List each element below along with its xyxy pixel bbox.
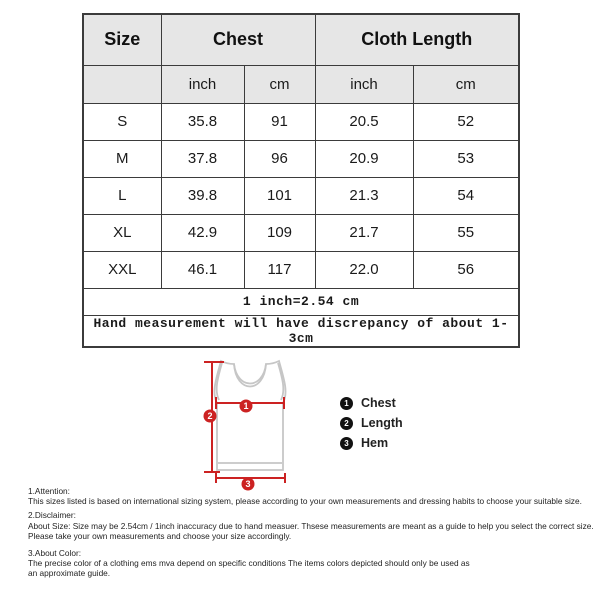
marker-length [204,410,217,423]
chest-inch-value: 42.9 [161,214,244,251]
chest-inch-value: 39.8 [161,177,244,214]
size-label: XL [83,214,161,251]
size-label: XXL [83,251,161,288]
table-header-row [83,14,519,65]
unit-length-cm: cm [413,65,519,103]
diagram-legend [340,396,403,450]
note-attention [28,486,600,506]
marker-chest-number: 1 [243,401,249,412]
table-row-l [83,177,519,214]
note-about-color [28,548,600,579]
marker-chest [240,400,253,413]
unit-chest-inch: inch [161,65,244,103]
chest-cm-value: 117 [244,251,315,288]
tank-top-measurement-diagram [188,350,316,498]
note-about-color-text-2: an approximate guide. [28,568,111,579]
footnotes [28,486,600,579]
note-attention-title: 1.Attention: [28,486,70,496]
header-chest: Chest [161,14,315,65]
length-cm-value: 56 [413,251,519,288]
legend-label-hem: Hem [361,436,389,450]
tank-top-outline [214,361,285,470]
chest-cm-value: 101 [244,177,315,214]
length-cm-value: 54 [413,177,519,214]
table-row-xl [83,214,519,251]
circled-2-icon: 2 [340,417,353,430]
unit-length-inch: inch [315,65,413,103]
circled-3-icon: 3 [340,437,353,450]
size-chart-table [82,13,520,348]
length-inch-value: 21.3 [315,177,413,214]
note-about-color-text-1: The precise color of a clothing ems mva depend on specific conditions The items colors depicted should only be used as [28,558,470,569]
header-cloth-length: Cloth Length [315,14,519,65]
chest-cm-value: 109 [244,214,315,251]
note-attention-text: This sizes listed is based on international sizing system, please according to your own measurements and dressing habits to choose your suitable size. [28,496,582,507]
unit-chest-cm: cm [244,65,315,103]
note-about-color-title: 3.About Color: [28,548,82,559]
table-row-s [83,103,519,140]
size-label: L [83,177,161,214]
table-row-m [83,140,519,177]
table-unit-row [83,65,519,103]
marker-length-number: 2 [207,411,213,422]
length-inch-value: 20.9 [315,140,413,177]
legend-item-length [340,416,403,430]
note-disclaimer-text-1: About Size: Size may be 2.54cm / 1inch inaccuracy due to hand measuer. Thsese measurements are meant as a guide to help you select the correct size. [28,520,594,531]
conversion-note: 1 inch=2.54 cm [83,288,519,315]
length-inch-value: 20.5 [315,103,413,140]
length-inch-value: 21.7 [315,214,413,251]
chest-inch-value: 35.8 [161,103,244,140]
marker-hem-number: 3 [245,479,251,490]
legend-item-hem [340,436,403,450]
chest-inch-value: 37.8 [161,140,244,177]
length-cm-value: 52 [413,103,519,140]
length-cm-value: 53 [413,140,519,177]
circled-1-icon: 1 [340,397,353,410]
note-disclaimer-title: 2.Disclaimer: [28,510,76,521]
table-row-xxl [83,251,519,288]
size-label: M [83,140,161,177]
legend-item-chest [340,396,403,410]
note-disclaimer [28,510,600,541]
length-inch-value: 22.0 [315,251,413,288]
conversion-note-row [83,288,519,315]
legend-label-length: Length [361,416,403,430]
size-label: S [83,103,161,140]
note-disclaimer-text-2: Please take your own measurements and choose your size accordingly. [28,530,292,541]
hand-measure-note-row [83,315,519,347]
chest-cm-value: 91 [244,103,315,140]
chest-inch-value: 46.1 [161,251,244,288]
legend-label-chest: Chest [361,396,396,410]
length-cm-value: 55 [413,214,519,251]
chest-cm-value: 96 [244,140,315,177]
unit-empty-cell [83,65,161,103]
header-size: Size [83,14,161,65]
hand-measure-note: Hand measurement will have discrepancy of about 1-3cm [83,315,519,347]
